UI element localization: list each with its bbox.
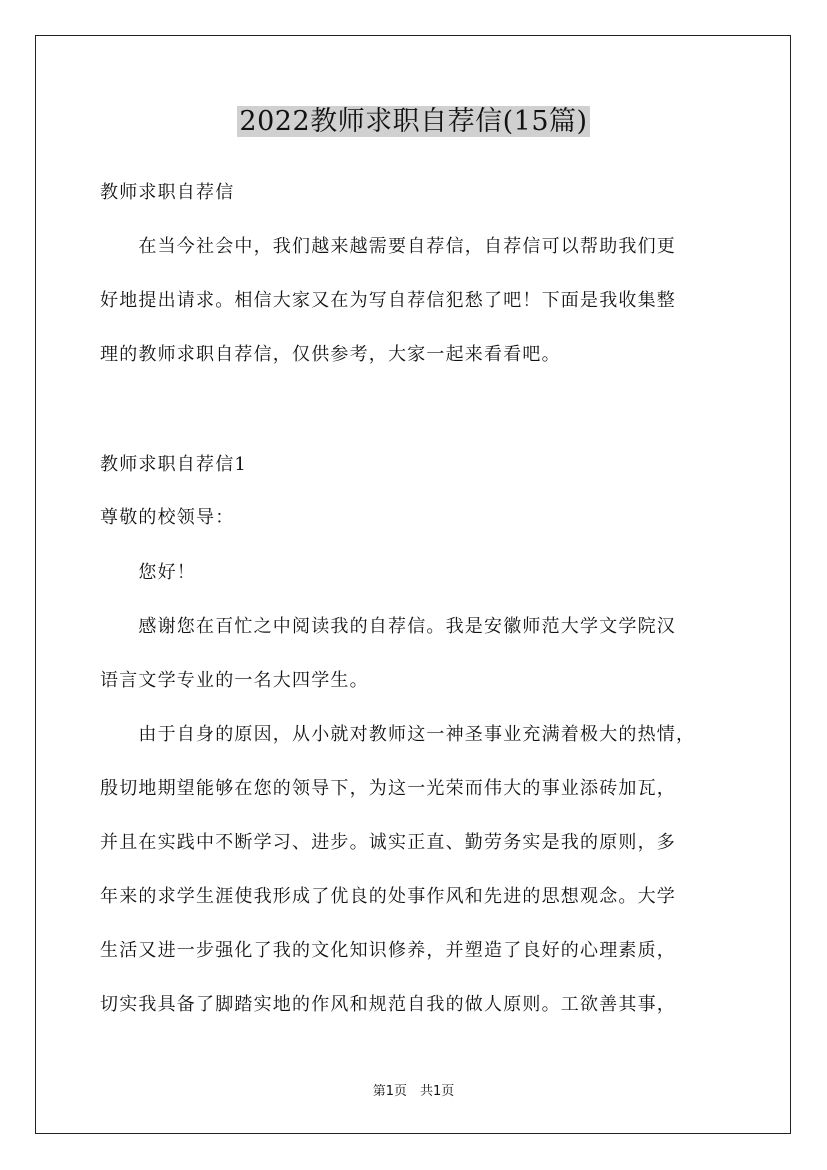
text-line: 殷切地期望能够在您的领导下，为这一光荣而伟大的事业添砖加瓦，	[100, 778, 676, 799]
text-line: 由于自身的原因，从小就对教师这一神圣事业充满着极大的热情，	[100, 724, 696, 745]
text-line: 好地提出请求。相信大家又在为写自荐信犯愁了吧！下面是我收集整	[100, 290, 676, 311]
text-line: 感谢您在百忙之中阅读我的自荐信。我是安徽师范大学文学院汉	[100, 616, 676, 637]
page-footer: 第1页 共1页	[372, 1084, 455, 1099]
text-line: 您好！	[100, 562, 196, 583]
text-line: 理的教师求职自荐信，仅供参考，大家一起来看看吧。	[100, 344, 561, 365]
text-line: 教师求职自荐信	[100, 182, 235, 203]
text-line: 切实我具备了脚踏实地的作风和规范自我的做人原则。工欲善其事，	[100, 994, 676, 1015]
text-line: 教师求职自荐信1	[100, 454, 248, 475]
text-line: 并且在实践中不断学习、进步。诚实正直、勤劳务实是我的原则，多	[100, 832, 676, 853]
document-title: 2022教师求职自荐信(15篇)	[239, 106, 588, 137]
text-line: 生活又进一步强化了我的文化知识修养，并塑造了良好的心理素质，	[100, 940, 676, 961]
text-line: 年来的求学生涯使我形成了优良的处事作风和先进的思想观念。大学	[100, 886, 676, 907]
text-line: 语言文学专业的一名大四学生。	[100, 670, 369, 691]
document-title-wrap	[0, 102, 827, 142]
text-line: 在当今社会中，我们越来越需要自荐信，自荐信可以帮助我们更	[100, 236, 676, 257]
text-line: 尊敬的校领导：	[100, 507, 235, 528]
